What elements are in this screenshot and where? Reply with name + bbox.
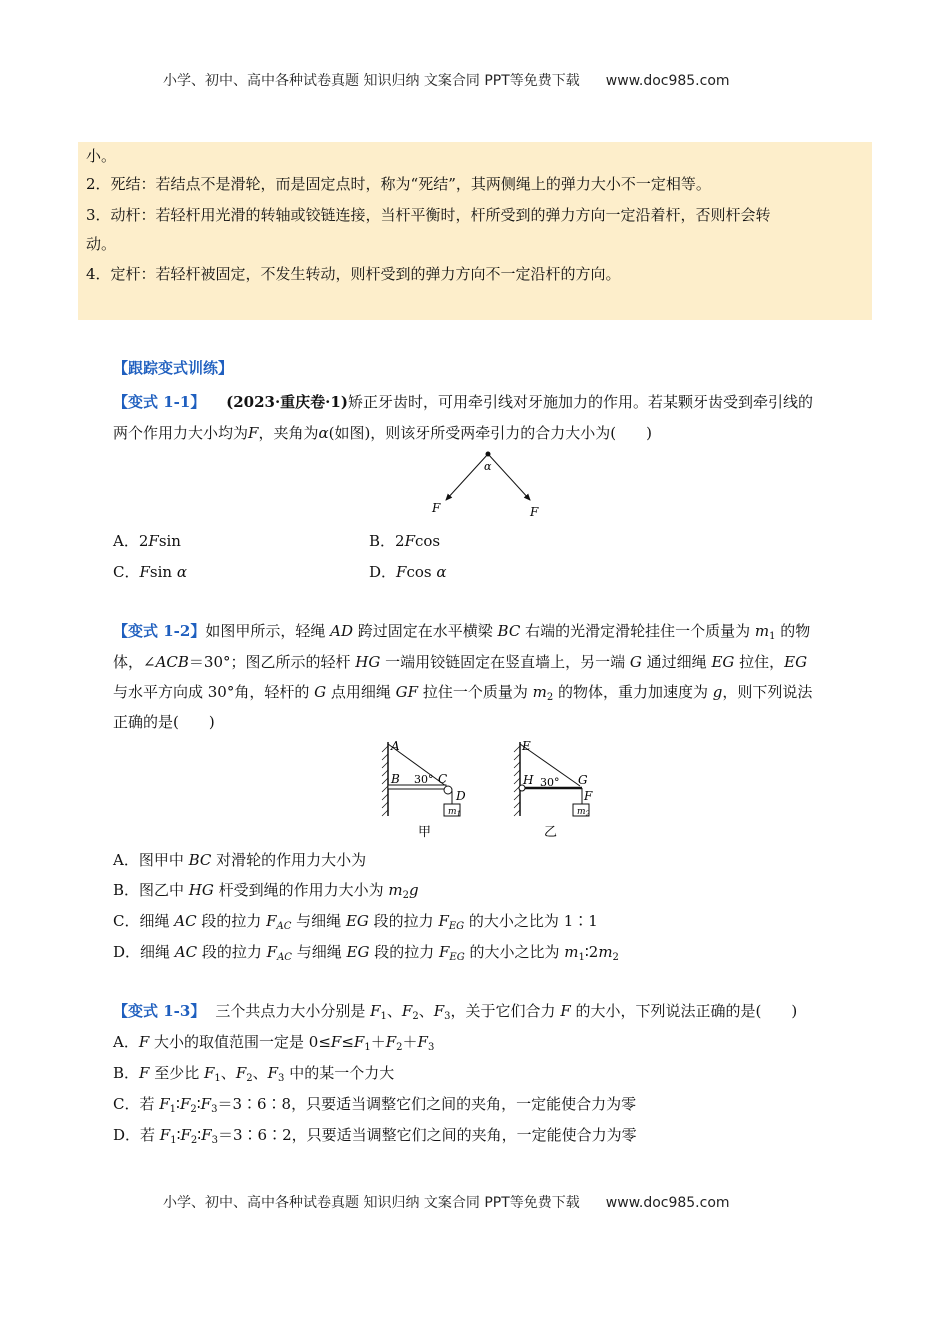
q1-stem-line1 (113, 392, 813, 412)
label-G: G (578, 773, 588, 787)
option-var: F (396, 563, 407, 581)
label-F: F (584, 789, 593, 803)
t: 段的拉力 (196, 912, 267, 930)
s: 1 (214, 1073, 221, 1084)
s: 1 (364, 1042, 371, 1053)
v: HG (188, 881, 214, 899)
s: 2 (412, 1011, 419, 1022)
v: F (401, 1002, 413, 1020)
label-angle: 30° (414, 773, 434, 786)
v: F (438, 912, 449, 930)
q2-stem-line2 (113, 652, 807, 672)
caption-yi: 乙 (544, 825, 558, 840)
v: g (409, 881, 419, 899)
t: 与细绳 (291, 943, 347, 961)
q1-stem2b: ，夹角为 (258, 424, 319, 442)
note-line-2: 3．动杆：若轻杆用光滑的转轴或铰链连接，当杆平衡时，杆所受到的弹力方向一定沿着杆，否则杆会转 (86, 206, 771, 224)
t: 右端的光滑定滑轮挂住一个质量为 (520, 622, 755, 640)
t: 体，∠ (113, 653, 156, 671)
t: ＋ (370, 1033, 386, 1051)
q1-figure-alpha: α (484, 460, 492, 473)
s: EG (448, 921, 465, 932)
t: B．图乙中 (113, 881, 189, 899)
t: 、 (418, 1002, 434, 1020)
t: 点用细绳 (326, 683, 396, 701)
q3-option-A[interactable] (113, 1032, 434, 1052)
v: m (754, 622, 770, 640)
q1-figure-F-right: F (530, 505, 539, 519)
option-label: A． (113, 532, 139, 550)
t: 的大小，下列说法正确的是( ) (570, 1002, 798, 1020)
t: ∶ (196, 1095, 201, 1113)
q3-tag: 【变式 1-3】 (113, 1002, 206, 1020)
v: GF (395, 683, 419, 701)
label-B: B (391, 772, 400, 786)
note-line-3: 动。 (86, 235, 117, 253)
t: ∶ (176, 1126, 181, 1144)
t: ＋ (402, 1033, 418, 1051)
label-C: C (438, 772, 448, 786)
s: 3 (278, 1073, 285, 1084)
v: F (438, 943, 450, 961)
v: F (139, 1064, 150, 1082)
v: F (267, 1064, 279, 1082)
section-title: 【跟踪变式训练】 (113, 359, 234, 377)
v: ACB (155, 653, 189, 671)
t: 三个共点力大小分别是 (215, 1002, 371, 1020)
v: EG (784, 653, 808, 671)
note-line-4: 4．定杆：若轻杆被固定，不发生转动，则杆受到的弹力方向不一定沿杆的方向。 (86, 265, 621, 283)
option-angle: α (436, 563, 447, 581)
s: 3 (427, 1042, 435, 1053)
t: ∶ (176, 1095, 180, 1113)
t: 与细绳 (291, 912, 346, 930)
s: 3 (444, 1011, 451, 1022)
v: F (179, 1095, 191, 1113)
v: F (353, 1033, 365, 1051)
v: F (266, 943, 278, 961)
q2-option-B[interactable] (113, 880, 419, 900)
label-A: A (391, 739, 400, 753)
q1-option-A[interactable] (113, 531, 181, 551)
v: F (266, 912, 277, 930)
option-var: F (404, 532, 415, 550)
s: 1 (578, 952, 585, 963)
q2-figure-a (378, 738, 478, 842)
v: AD (330, 622, 353, 640)
s: 2 (190, 1104, 197, 1115)
v: AC (174, 943, 198, 961)
q1-var-F: F (248, 424, 259, 442)
q1-source: (2023·重庆卷·1) (226, 393, 348, 411)
v: EG (346, 943, 370, 961)
q2-option-C[interactable] (113, 911, 598, 931)
v: F (201, 1126, 212, 1144)
t: 段的拉力 (197, 943, 267, 961)
label-H: H (523, 773, 534, 787)
option-label: C． (113, 563, 140, 581)
v: m (388, 881, 403, 899)
option-fn: cos (406, 563, 437, 581)
option-label: D． (369, 563, 397, 581)
mass-sub: 1 (456, 810, 462, 818)
s: EG (449, 952, 465, 963)
t: 拉住， (734, 653, 785, 671)
t: 段的拉力 (369, 943, 439, 961)
v: F (204, 1064, 215, 1082)
t: 拉住一个质量为 (418, 683, 533, 701)
s: 2 (402, 890, 410, 901)
q2-stem-line3 (113, 682, 812, 702)
mass-sub: 2 (585, 810, 591, 818)
note-line-1: 2．死结：若结点不是滑轮，而是固定点时，称为“死结”，其两侧绳上的弹力大小不一定相等。 (86, 175, 711, 193)
q2-option-D[interactable] (113, 942, 619, 962)
q3-option-B[interactable] (113, 1063, 394, 1083)
q1-var-alpha: α (318, 424, 329, 442)
label-angle: 30° (540, 776, 560, 789)
v: F (433, 1002, 445, 1020)
s: 3 (211, 1104, 218, 1115)
t: 一端用铰链固定在竖直墙上，另一端 (380, 653, 630, 671)
v: m (598, 943, 613, 961)
s: 1 (169, 1104, 177, 1115)
v: F (180, 1126, 191, 1144)
q1-stem2c: (如图)，则该牙所受两牵引力的合力大小为( ) (328, 424, 653, 442)
label-E: E (522, 739, 531, 753)
q1-figure (420, 448, 560, 524)
t: ，则下列说法 (722, 683, 813, 701)
q1-figure-left-force (446, 454, 488, 500)
option-fn: cos (415, 532, 441, 550)
page-header (163, 70, 730, 90)
t: 的物 (775, 622, 811, 640)
t: B． (113, 1064, 140, 1082)
footer-text: 小学、初中、高中各种试卷真题 知识归纳 文案合同 PPT等免费下载 (163, 1195, 580, 1211)
q1-option-B[interactable] (369, 531, 440, 551)
t: A． (113, 1033, 139, 1051)
note-line-0: 小。 (86, 147, 117, 165)
s: 1 (769, 631, 776, 642)
t: 中的某一个力大 (284, 1064, 395, 1082)
v: F (159, 1095, 170, 1113)
t: 、 (220, 1064, 236, 1082)
v: G (629, 653, 642, 671)
q2-figure-b (510, 738, 610, 842)
t: 杆受到绳的作用力大小为 (213, 881, 389, 899)
option-var: F (148, 532, 159, 550)
s: 2 (396, 1042, 403, 1053)
v: F (417, 1033, 428, 1051)
q1-option-D[interactable] (369, 562, 447, 582)
q3-option-D[interactable] (113, 1125, 637, 1145)
s: 1 (380, 1011, 387, 1022)
t: ∶ (197, 1126, 202, 1144)
mass-label: m (448, 807, 457, 817)
t: 大小的取值范围一定是 0≤ (149, 1033, 331, 1051)
t: ≤ (341, 1033, 354, 1051)
t: 段的拉力 (368, 912, 439, 930)
q2-stem-line1 (113, 621, 810, 641)
v: BC (188, 851, 212, 869)
option-coef: 2 (138, 532, 149, 550)
v: F (138, 1033, 150, 1051)
mass-label: m (577, 807, 586, 817)
t: ＝3∶6∶2，只要适当调整它们之间的夹角，一定能使合力为零 (218, 1126, 637, 1144)
v: AC (174, 912, 197, 930)
q2-option-A[interactable] (113, 850, 366, 870)
t: 的物体，重力加速度为 (553, 683, 713, 701)
v: F (370, 1002, 381, 1020)
v: HG (355, 653, 381, 671)
t: 对滑轮的作用力大小为 (211, 851, 367, 869)
t: C．细绳 (113, 912, 175, 930)
t: C．若 (113, 1095, 160, 1113)
q1-stem1: 矫正牙齿时，可用牵引线对牙施加力的作用。若某颗牙齿受到牵引线的 (347, 393, 813, 411)
v: EG (345, 912, 369, 930)
option-fn: sin (149, 563, 177, 581)
q2-tag: 【变式 1-2】 (113, 622, 206, 640)
s: 1 (170, 1135, 177, 1146)
t: D．若 (113, 1126, 160, 1144)
q1-figure-F-left: F (432, 501, 441, 515)
q2-stem-line4: 正确的是( ) (113, 713, 215, 731)
q1-figure-right-force (488, 454, 530, 500)
header-text: 小学、初中、高中各种试卷真题 知识归纳 文案合同 PPT等免费下载 (163, 73, 580, 89)
v: F (385, 1033, 397, 1051)
v: g (712, 683, 723, 701)
t: 、 (386, 1002, 402, 1020)
s: 2 (546, 692, 554, 703)
v: EG (711, 653, 735, 671)
v: BC (497, 622, 521, 640)
option-coef: 2 (395, 532, 405, 550)
t: 如图甲所示，轻绳 (205, 622, 331, 640)
s: 2 (612, 952, 619, 963)
v: F (330, 1033, 342, 1051)
t: 与水平方向成 30°角，轻杆的 (113, 683, 315, 701)
t: 的大小之比为 (464, 943, 565, 961)
option-var: F (139, 563, 150, 581)
t: 、 (252, 1064, 268, 1082)
v: m (564, 943, 579, 961)
option-label: B． (369, 532, 396, 550)
q1-stem-line2 (113, 423, 652, 443)
header-url[interactable]: www.doc985.com (605, 73, 730, 89)
q3-stem (113, 1001, 797, 1021)
s: AC (276, 921, 292, 932)
q1-tag: 【变式 1-1】 (113, 393, 206, 411)
t: ∶2 (584, 943, 599, 961)
q3-option-C[interactable] (113, 1094, 636, 1114)
t: 跨过固定在水平横梁 (352, 622, 498, 640)
s: 2 (190, 1135, 198, 1146)
footer-url[interactable]: www.doc985.com (605, 1195, 730, 1211)
page-footer (163, 1192, 730, 1212)
t: A．图甲中 (113, 851, 189, 869)
s: 3 (211, 1135, 218, 1146)
t: ＝3∶6∶8，只要适当调整它们之间的夹角，一定能使合力为零 (217, 1095, 637, 1113)
option-fn: sin (158, 532, 181, 550)
note-box (78, 142, 872, 320)
s: AC (277, 952, 292, 963)
v: F (560, 1002, 571, 1020)
t: 通过细绳 (641, 653, 712, 671)
caption-jia: 甲 (418, 825, 432, 840)
v: F (200, 1095, 212, 1113)
q1-option-C[interactable] (113, 562, 187, 582)
option-angle: α (176, 563, 187, 581)
t: ＝30°；图乙所示的轻杆 (188, 653, 356, 671)
s: 2 (246, 1073, 253, 1084)
v: G (314, 683, 327, 701)
label-D: D (456, 789, 466, 803)
t: 的大小之比为 1∶1 (464, 912, 598, 930)
v: F (159, 1126, 171, 1144)
v: m (532, 683, 547, 701)
t: 至少比 (149, 1064, 204, 1082)
q1-stem2a: 两个作用力大小均为 (113, 424, 249, 442)
t: ，关于它们合力 (450, 1002, 561, 1020)
v: F (235, 1064, 247, 1082)
t: D．细绳 (113, 943, 175, 961)
pulley (444, 786, 452, 794)
